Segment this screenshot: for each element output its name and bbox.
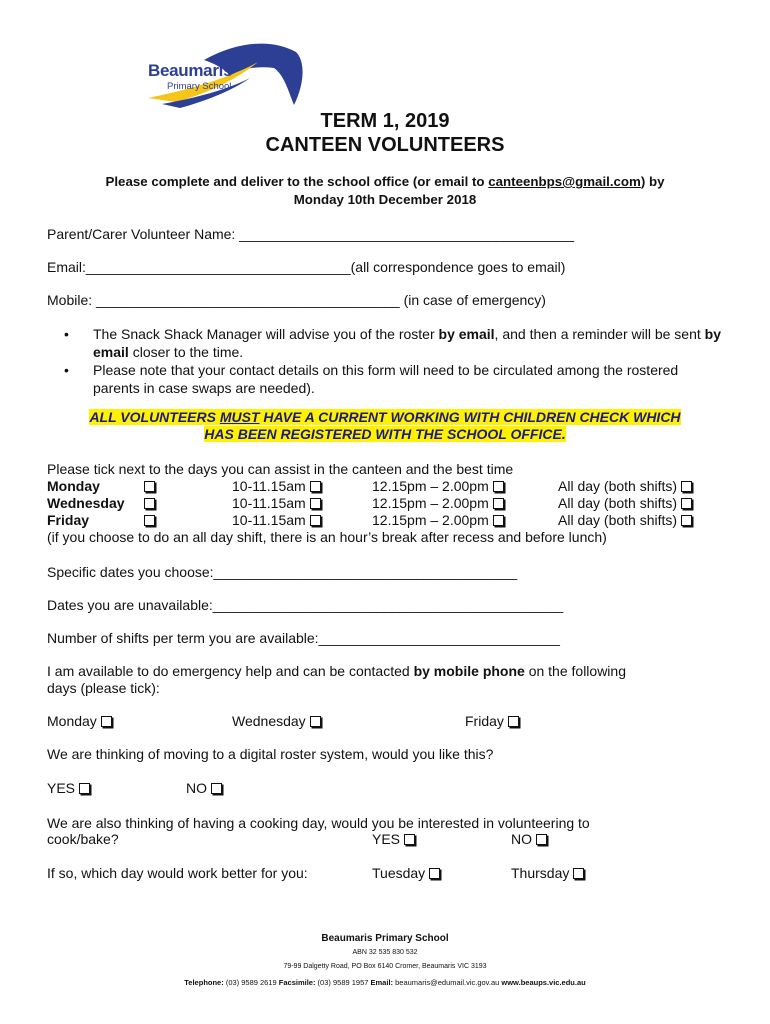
cooking-no-option — [511, 831, 547, 847]
emergency-text-line2: days (please tick): — [47, 680, 160, 696]
allday-label: All day (both shifts) — [558, 478, 678, 494]
footer-address: 79-99 Dalgetty Road, PO Box 6140 Cromer, Beaumaris VIC 3193 — [283, 963, 487, 970]
wednesday-allday — [558, 495, 692, 511]
option-label: NO — [511, 831, 532, 847]
day-wednesday-label: Wednesday — [47, 495, 125, 511]
which-day-question: If so, which day would work better for you: — [47, 865, 308, 881]
option-label: NO — [186, 780, 207, 796]
digital-roster-question: We are thinking of moving to a digital roster system, would you like this? — [47, 746, 494, 762]
option-label: Monday — [47, 713, 97, 729]
emergency-friday-checkbox[interactable] — [508, 716, 519, 727]
allday-note: (if you choose to do an all day shift, there is an hour’s break after recess and before lunch) — [47, 529, 607, 545]
footer-school-name: Beaumaris Primary School — [321, 933, 449, 944]
wednesday-shift1 — [232, 495, 321, 511]
bullet-bold-text: by email — [93, 326, 722, 360]
friday-allday-checkbox[interactable] — [681, 515, 692, 526]
emergency-friday-option — [465, 713, 519, 729]
fax-label: Facsimile: — [278, 978, 316, 987]
monday-shift2 — [372, 478, 504, 494]
bullet-icon: • — [64, 326, 69, 342]
submission-instructions — [40, 173, 730, 209]
footer-contact — [0, 978, 770, 987]
shift1-label: 10-11.15am — [232, 495, 306, 511]
monday-allday — [558, 478, 692, 494]
monday-allday-checkbox[interactable] — [681, 481, 692, 492]
list-item — [62, 326, 722, 361]
friday-shift1-checkbox[interactable] — [310, 515, 321, 526]
tuesday-option — [372, 865, 440, 881]
warning-text: ALL VOLUNTEERS — [89, 409, 220, 425]
logo-school-subtitle: Primary School — [167, 81, 232, 92]
cooking-day-question-line2: cook/bake? — [47, 831, 119, 847]
submission-deadline: Monday 10th December 2018 — [293, 192, 477, 207]
cooking-yes-option — [372, 831, 415, 847]
warning-must: MUST — [219, 409, 260, 425]
school-logo — [146, 40, 308, 110]
shift2-label: 12.15pm – 2.00pm — [372, 495, 489, 511]
roster-intro: Please tick next to the days you can assist in the canteen and the best time — [47, 461, 514, 477]
logo-school-name: Beaumaris — [148, 61, 233, 80]
monday-shift1 — [232, 478, 321, 494]
emergency-text-end: on the following — [524, 663, 626, 679]
emergency-wednesday-option — [232, 713, 321, 729]
emergency-bold-text: by mobile phone — [413, 663, 525, 679]
telephone-number: (03) 9589 2619 — [223, 978, 279, 987]
shift1-label: 10-11.15am — [232, 478, 306, 494]
friday-allday — [558, 512, 692, 528]
emergency-text: I am available to do emergency help and can be contacted — [47, 663, 414, 679]
emergency-help-question — [47, 663, 626, 697]
friday-checkbox[interactable] — [144, 515, 155, 526]
school-website-link[interactable]: www.beaups.vic.edu.au — [501, 978, 586, 987]
bullet-icon: • — [64, 362, 69, 378]
cooking-no-checkbox[interactable] — [536, 834, 547, 845]
monday-checkbox[interactable] — [144, 481, 155, 492]
unavailable-dates-field[interactable]: Dates you are unavailable:_____________________________________________ — [47, 597, 564, 613]
wednesday-shift1-checkbox[interactable] — [310, 498, 321, 509]
cooking-yes-checkbox[interactable] — [404, 834, 415, 845]
option-label: Wednesday — [232, 713, 306, 729]
option-label: YES — [372, 831, 401, 847]
option-label: Tuesday — [372, 865, 426, 881]
friday-shift1 — [232, 512, 321, 528]
shift2-label: 12.15pm – 2.00pm — [372, 478, 489, 494]
bullet-text: closer to the time. — [128, 343, 244, 360]
friday-shift2 — [372, 512, 504, 528]
digital-no-option — [186, 780, 222, 796]
mobile-field[interactable]: Mobile: _______________________________________ (in case of emergency) — [47, 292, 546, 308]
thursday-checkbox[interactable] — [573, 868, 584, 879]
warning-line-2: HAS BEEN REGISTERED WITH THE SCHOOL OFFICE. — [204, 426, 566, 442]
digital-yes-checkbox[interactable] — [79, 783, 90, 794]
shift2-label: 12.15pm – 2.00pm — [372, 512, 489, 528]
allday-label: All day (both shifts) — [558, 512, 678, 528]
option-label: Friday — [465, 713, 504, 729]
list-item — [62, 362, 722, 397]
info-bullet-list — [62, 326, 722, 398]
emergency-monday-option — [47, 713, 112, 729]
monday-shift2-checkbox[interactable] — [493, 481, 504, 492]
form-title: CANTEEN VOLUNTEERS — [265, 134, 505, 156]
bullet-text: The Snack Shack Manager will advise you of the roster — [93, 326, 439, 342]
allday-label: All day (both shifts) — [558, 495, 678, 511]
shifts-per-term-field[interactable]: Number of shifts per term you are available:_______________________________ — [47, 630, 560, 646]
monday-shift1-checkbox[interactable] — [310, 481, 321, 492]
instructions-text-end: ) by — [640, 174, 665, 189]
volunteer-name-field[interactable]: Parent/Carer Volunteer Name: ___________________________________________ — [47, 226, 575, 242]
bullet-text: , and then a reminder will be sent — [494, 326, 705, 342]
footer-abn: ABN 32 535 830 532 — [352, 949, 418, 956]
wednesday-shift2 — [372, 495, 504, 511]
cooking-day-question: We are also thinking of having a cooking day, would you be interested in volunteering to — [47, 815, 590, 831]
wednesday-allday-checkbox[interactable] — [681, 498, 692, 509]
school-email-link[interactable]: beaumaris@edumail.vic.gov.au — [393, 978, 502, 987]
canteen-email-link[interactable]: canteenbps@gmail.com — [488, 174, 641, 189]
term-title: TERM 1, 2019 — [320, 110, 450, 132]
instructions-text: Please complete and deliver to the school office (or email to — [105, 174, 489, 189]
tuesday-checkbox[interactable] — [429, 868, 440, 879]
day-friday-label: Friday — [47, 512, 90, 528]
wednesday-checkbox[interactable] — [144, 498, 155, 509]
option-label: YES — [47, 780, 76, 796]
wwcc-warning — [40, 409, 730, 443]
email-label: Email: — [370, 978, 394, 987]
bullet-text: Please note that your contact details on this form will need to be circulated among the rostered parents in case swaps are needed). — [93, 362, 679, 396]
warning-text: HAVE A CURRENT WORKING WITH CHILDREN CHECK WHICH — [259, 409, 681, 425]
specific-dates-field[interactable]: Specific dates you choose:_______________________________________ — [47, 564, 518, 580]
telephone-label: Telephone: — [184, 978, 224, 987]
wednesday-shift2-checkbox[interactable] — [493, 498, 504, 509]
emergency-wednesday-checkbox[interactable] — [310, 716, 321, 727]
digital-yes-option — [47, 780, 90, 796]
bullet-bold-text: by email — [438, 326, 495, 342]
friday-shift2-checkbox[interactable] — [493, 515, 504, 526]
email-field[interactable]: Email:__________________________________(all correspondence goes to email) — [47, 259, 566, 275]
thursday-option — [511, 865, 584, 881]
shift1-label: 10-11.15am — [232, 512, 306, 528]
warning-line-1 — [89, 409, 680, 425]
day-monday-label: Monday — [47, 478, 100, 494]
emergency-monday-checkbox[interactable] — [101, 716, 112, 727]
fax-number: (03) 9589 1957 — [315, 978, 371, 987]
digital-no-checkbox[interactable] — [211, 783, 222, 794]
option-label: Thursday — [511, 865, 570, 881]
